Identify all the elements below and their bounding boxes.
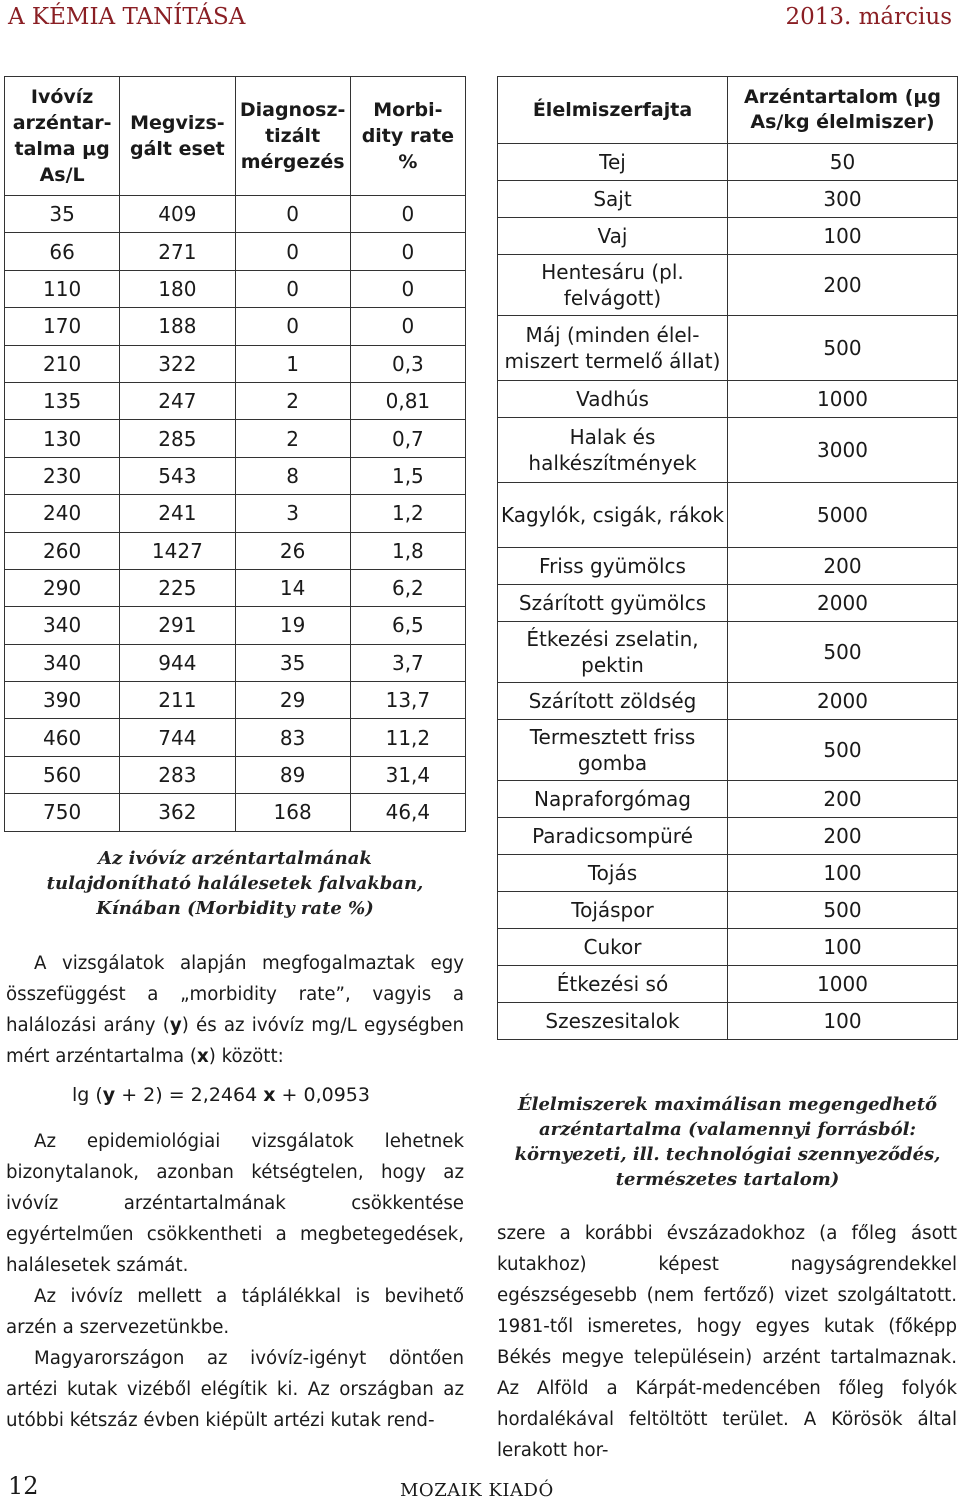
table-cell: 291: [120, 607, 235, 644]
arsenic-value-cell: 100: [728, 1003, 958, 1040]
table-cell: 1,2: [350, 495, 465, 532]
column-header-diagnosed: Diagnosz- tizált mérgezés: [235, 77, 350, 196]
table-cell: 170: [5, 308, 120, 345]
table-row: [5, 457, 466, 494]
paragraph-food-intake: Az ivóvíz mellett a táplálékkal is bevihető arzén a szervezetünkbe.: [6, 1286, 464, 1338]
table-row: [498, 316, 958, 381]
table-row: [5, 756, 466, 793]
table-cell: 340: [5, 607, 120, 644]
arsenic-value-cell: 50: [728, 144, 958, 181]
table-cell: 35: [235, 644, 350, 681]
table-cell: 560: [5, 756, 120, 793]
table-cell: 0,81: [350, 382, 465, 419]
food-table-caption: Élelmiszerek maximálisan megengedhető arzéntartalma (valamennyi forrásból: környezeti, ill. technológiai szennyeződés, természetes tartalom): [514, 1094, 941, 1190]
table-header-row: [498, 77, 958, 144]
column-header-arsenic-content: Arzéntartalom (μg As/kg élelmiszer): [728, 77, 958, 144]
text-span: + 0,0953: [275, 1084, 370, 1106]
table-cell: 460: [5, 719, 120, 756]
table-row: [498, 855, 958, 892]
table-row: [498, 418, 958, 483]
table-cell: 744: [120, 719, 235, 756]
table-row: [498, 892, 958, 929]
table-cell: 29: [235, 682, 350, 719]
arsenic-value-cell: 500: [728, 622, 958, 683]
table-cell: 247: [120, 382, 235, 419]
table-row: [498, 929, 958, 966]
paragraph-relationship: [6, 948, 464, 1072]
table-cell: 6,2: [350, 569, 465, 606]
arsenic-value-cell: 2000: [728, 585, 958, 622]
table-row: [5, 382, 466, 419]
food-name-cell: Étkezési só: [498, 966, 728, 1003]
table-row: [5, 682, 466, 719]
table-cell: 290: [5, 569, 120, 606]
table-row: [498, 683, 958, 720]
food-name-cell: Máj (minden élel- miszert termelő állat): [498, 316, 728, 381]
table-cell: 0: [350, 233, 465, 270]
table-cell: 46,4: [350, 794, 465, 831]
arsenic-value-cell: 500: [728, 720, 958, 781]
table-row: [5, 532, 466, 569]
food-name-cell: Tej: [498, 144, 728, 181]
table-row: [5, 233, 466, 270]
table-cell: 211: [120, 682, 235, 719]
running-header-title: A KÉMIA TANÍTÁSA: [8, 4, 246, 30]
table-cell: 0,3: [350, 345, 465, 382]
table-row: [498, 966, 958, 1003]
table-row: [5, 495, 466, 532]
table-cell: 241: [120, 495, 235, 532]
column-header-food: Élelmiszerfajta: [498, 77, 728, 144]
table-cell: 2: [235, 420, 350, 457]
table-cell: 6,5: [350, 607, 465, 644]
table-row: [5, 308, 466, 345]
page-number: 12: [8, 1472, 39, 1500]
food-name-cell: Szárított zöldség: [498, 683, 728, 720]
food-name-cell: Tojáspor: [498, 892, 728, 929]
column-header-arsenic: Ivóvíz arzéntar- talma μg As/L: [5, 77, 120, 196]
text-span: + 2) = 2,2464: [115, 1084, 264, 1106]
table-row: [498, 483, 958, 548]
table-cell: 0: [235, 196, 350, 233]
table-cell: 240: [5, 495, 120, 532]
table-row: [5, 270, 466, 307]
table-cell: 409: [120, 196, 235, 233]
table-row: [498, 585, 958, 622]
arsenic-value-cell: 200: [728, 255, 958, 316]
table-row: [498, 255, 958, 316]
food-name-cell: Vadhús: [498, 381, 728, 418]
table-cell: 35: [5, 196, 120, 233]
table-header-row: [5, 77, 466, 196]
arsenic-value-cell: 3000: [728, 418, 958, 483]
table-cell: 230: [5, 457, 120, 494]
table-cell: 0: [350, 308, 465, 345]
food-name-cell: Szárított gyümölcs: [498, 585, 728, 622]
table-cell: 0,7: [350, 420, 465, 457]
arsenic-value-cell: 100: [728, 929, 958, 966]
food-name-cell: Tojás: [498, 855, 728, 892]
publisher-name: MOZAIK KIADÓ: [400, 1480, 554, 1501]
table-cell: 19: [235, 607, 350, 644]
table-cell: 1,8: [350, 532, 465, 569]
table-row: [5, 794, 466, 831]
table-cell: 0: [350, 196, 465, 233]
table-row: [5, 719, 466, 756]
table-row: [5, 196, 466, 233]
arsenic-morbidity-table: [4, 76, 466, 832]
left-body-text: [6, 948, 464, 1072]
table-row: [498, 720, 958, 781]
food-name-cell: Friss gyümölcs: [498, 548, 728, 585]
arsenic-value-cell: 1000: [728, 381, 958, 418]
table-row: [498, 181, 958, 218]
variable-y: y: [169, 1015, 182, 1036]
table-cell: 283: [120, 756, 235, 793]
table-cell: 180: [120, 270, 235, 307]
table-cell: 944: [120, 644, 235, 681]
column-header-morbidity: Morbi- dity rate %: [350, 77, 465, 196]
arsenic-value-cell: 100: [728, 855, 958, 892]
arsenic-value-cell: 5000: [728, 483, 958, 548]
table-cell: 390: [5, 682, 120, 719]
text-span: ) és az ivóvíz mg/L egységben mért arzéntartalma (: [6, 1015, 464, 1067]
food-arsenic-table: [497, 76, 958, 1040]
column-header-cases: Megvizs- gált eset: [120, 77, 235, 196]
right-body-text: [497, 1218, 957, 1466]
food-name-cell: Cukor: [498, 929, 728, 966]
table-cell: 271: [120, 233, 235, 270]
arsenic-value-cell: 500: [728, 316, 958, 381]
table-cell: 83: [235, 719, 350, 756]
table-cell: 0: [235, 270, 350, 307]
text-span: A vizsgálatok alapján megfogalmaztak egy összefüggést a „morbidity rate”, vagyis a halálozási arány (: [6, 953, 464, 1036]
table-cell: 13,7: [350, 682, 465, 719]
table-row: [498, 818, 958, 855]
text-span: lg (: [72, 1084, 103, 1106]
regression-formula: [72, 1084, 370, 1106]
table-cell: 188: [120, 308, 235, 345]
paragraph-continuation: szere a korábbi évszázadokhoz (a főleg ásott kutakhoz) képest nagyságrendekkel egészségesebb (nem fertőző) vizet szolgáltatott. 1981-től ismeretes, hogy egyes kutak (főképp Békés megye településein) arzént tartalmaznak. Az Alföld a Kárpát-medencében főleg folyók hordalékával feltöltött terület. A Körösök által lerakott hor-: [497, 1223, 957, 1461]
table-cell: 210: [5, 345, 120, 382]
table-cell: 225: [120, 569, 235, 606]
table-row: [5, 569, 466, 606]
arsenic-value-cell: 1000: [728, 966, 958, 1003]
food-name-cell: Szeszesitalok: [498, 1003, 728, 1040]
variable-y: y: [102, 1084, 116, 1106]
table-cell: 285: [120, 420, 235, 457]
arsenic-value-cell: 200: [728, 818, 958, 855]
arsenic-value-cell: 200: [728, 781, 958, 818]
table-cell: 750: [5, 794, 120, 831]
table-cell: 89: [235, 756, 350, 793]
table-cell: 11,2: [350, 719, 465, 756]
table-row: [5, 607, 466, 644]
table-cell: 1,5: [350, 457, 465, 494]
food-name-cell: Napraforgómag: [498, 781, 728, 818]
arsenic-table-caption: Az ivóvíz arzéntartalmának tulajdonítható halálesetek falvakban, Kínában (Morbidity rate %): [46, 848, 424, 919]
table-cell: 1: [235, 345, 350, 382]
table-row: [498, 144, 958, 181]
arsenic-value-cell: 500: [728, 892, 958, 929]
table-cell: 110: [5, 270, 120, 307]
table-cell: 1427: [120, 532, 235, 569]
food-name-cell: Sajt: [498, 181, 728, 218]
food-name-cell: Halak és halkészítmények: [498, 418, 728, 483]
arsenic-value-cell: 300: [728, 181, 958, 218]
food-name-cell: Termesztett friss gomba: [498, 720, 728, 781]
food-name-cell: Vaj: [498, 218, 728, 255]
table-cell: 322: [120, 345, 235, 382]
arsenic-value-cell: 200: [728, 548, 958, 585]
table-cell: 2: [235, 382, 350, 419]
table-cell: 130: [5, 420, 120, 457]
table-cell: 3,7: [350, 644, 465, 681]
text-span: ) között:: [208, 1046, 284, 1067]
table-row: [5, 345, 466, 382]
food-name-cell: Paradicsompüré: [498, 818, 728, 855]
table-cell: 0: [235, 233, 350, 270]
table-row: [498, 548, 958, 585]
table-cell: 0: [235, 308, 350, 345]
table-cell: 66: [5, 233, 120, 270]
food-name-cell: Étkezési zselatin, pektin: [498, 622, 728, 683]
table-cell: 31,4: [350, 756, 465, 793]
paragraph-artesian-wells: Magyarországon az ivóvíz-igényt döntően artézi kutak vizéből elégítik ki. Az országban az utóbbi kétszáz évben kiépült artézi kutak rend-: [6, 1348, 464, 1431]
arsenic-value-cell: 100: [728, 218, 958, 255]
table-row: [498, 1003, 958, 1040]
table-cell: 260: [5, 532, 120, 569]
food-name-cell: Kagylók, csigák, rákok: [498, 483, 728, 548]
table-row: [498, 381, 958, 418]
arsenic-value-cell: 2000: [728, 683, 958, 720]
table-cell: 340: [5, 644, 120, 681]
table-cell: 26: [235, 532, 350, 569]
table-cell: 0: [350, 270, 465, 307]
paragraph-epidemiology: Az epidemiológiai vizsgálatok lehetnek bizonytalanok, azonban kétségtelen, hogy az ivóvíz arzéntartalmának csökkentése egyértelműen csökkentheti a megbetegedések, halálesetek számát.: [6, 1131, 464, 1276]
variable-x: x: [197, 1046, 209, 1067]
table-cell: 362: [120, 794, 235, 831]
table-row: [5, 644, 466, 681]
left-body-text-continued: [6, 1126, 464, 1436]
table-cell: 8: [235, 457, 350, 494]
table-cell: 543: [120, 457, 235, 494]
food-name-cell: Hentesáru (pl. felvágott): [498, 255, 728, 316]
table-cell: 14: [235, 569, 350, 606]
table-row: [5, 420, 466, 457]
variable-x: x: [263, 1084, 276, 1106]
table-row: [498, 622, 958, 683]
table-cell: 3: [235, 495, 350, 532]
running-header-date: 2013. március: [785, 4, 952, 30]
table-cell: 168: [235, 794, 350, 831]
table-cell: 135: [5, 382, 120, 419]
table-row: [498, 781, 958, 818]
table-row: [498, 218, 958, 255]
